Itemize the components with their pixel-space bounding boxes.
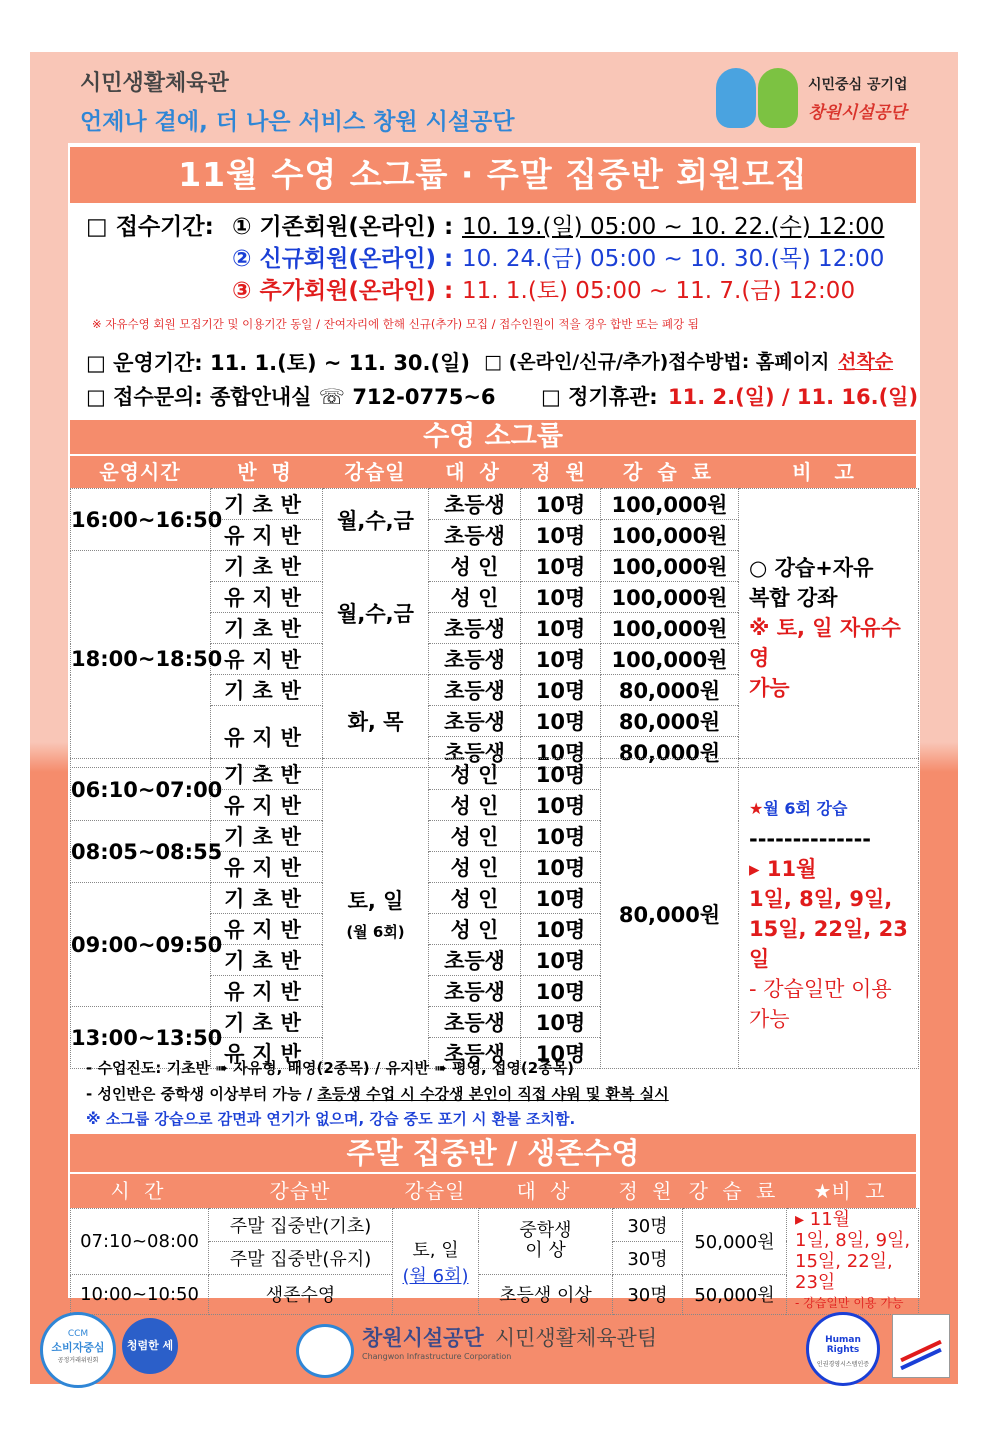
note-line: ※ 토, 일 자유수영 — [749, 616, 901, 670]
header-target: 대 상 — [445, 460, 503, 484]
fee-cell: 100,000원 — [601, 551, 739, 582]
wk-days-cell — [393, 1209, 479, 1315]
class-cell: 기초반 — [211, 1007, 323, 1038]
target-cell: 초등생 — [429, 644, 521, 675]
closed-value: 11. 2.(일) / 11. 16.(일) — [668, 385, 919, 409]
capacity-cell: 10명 — [521, 613, 601, 644]
capacity-cell: 10명 — [521, 551, 601, 582]
wk-header-target: 대 상 — [516, 1179, 574, 1203]
facility-name: 시민생활체육관 — [80, 71, 229, 96]
note-line: - 강습일만 이용 가능 — [795, 1296, 904, 1310]
wk-fee-cell: 50,000원 — [683, 1209, 787, 1275]
fee-cell: 80,000원 — [601, 675, 739, 706]
target-cell: 초등생 — [429, 1038, 521, 1069]
class-cell: 기초반 — [211, 675, 323, 706]
certification-badge-icon — [892, 1314, 950, 1378]
class-cell: 유지반 — [211, 1038, 323, 1069]
note-line: 복합 강좌 — [749, 586, 838, 610]
note-line: 월 6회 강습 — [763, 798, 848, 818]
target-cell: 초등생 — [429, 489, 521, 520]
capacity-cell: 10명 — [521, 520, 601, 551]
wk-time-cell: 10:00~10:50 — [71, 1274, 209, 1314]
target-cell: 성 인 — [429, 790, 521, 821]
note-line: 1일, 8일, 9일, — [749, 886, 893, 911]
target-cell: 초등생 — [429, 945, 521, 976]
ccm-label: 소비자중심 — [51, 1341, 105, 1354]
target-cell: 성 인 — [429, 914, 521, 945]
weekend-days-sub: (월 6회) — [346, 923, 405, 941]
wk-days: 토, 일 — [412, 1239, 459, 1261]
header-time: 운영시간 — [99, 460, 181, 484]
capacity-cell: 10명 — [521, 1038, 601, 1069]
weekend-days: 토, 일 — [347, 889, 404, 913]
table-row — [71, 489, 919, 520]
capacity-cell: 10명 — [521, 821, 601, 852]
registration-r1-label: ① 기존회원(온라인) : — [232, 214, 454, 240]
class-cell: 유지반 — [211, 976, 323, 1007]
class-cell: 유지반 — [211, 644, 323, 675]
wk-class-cell: 생존수영 — [209, 1274, 393, 1314]
capacity-cell: 10명 — [521, 706, 601, 737]
table-row — [71, 1209, 919, 1242]
footer-corp-sub: Changwon Infrastructure Corporation — [362, 1352, 512, 1361]
wk-header-class: 강습반 — [269, 1179, 331, 1203]
ccm-small: CCM — [67, 1329, 89, 1339]
progress-note: - 수업진도: 기초반 ➠ 자유형, 배영(2종목) / 유지반 ➠ 평영, 접영(2종목) — [86, 1059, 575, 1077]
capacity-cell: 10명 — [521, 883, 601, 914]
fee-cell: 80,000원 — [601, 706, 739, 737]
wk-header-note-text: 비 고 — [831, 1179, 889, 1203]
wk-note-cell — [787, 1209, 919, 1315]
target-cell: 성 인 — [429, 582, 521, 613]
time-cell: 08:05~08:55 — [71, 821, 211, 883]
capacity-cell: 10명 — [521, 489, 601, 520]
wk-header-capacity: 정 원 — [618, 1179, 676, 1203]
header-capacity: 정 원 — [531, 460, 589, 484]
note-line: 1일, 8일, 9일, — [795, 1230, 911, 1251]
registration-r2-value: 10. 24.(금) 05:00 ~ 10. 30.(목) 12:00 — [462, 246, 885, 272]
wk-class-cell: 주말 집중반(기초) — [209, 1209, 393, 1242]
slogan: 언제나 곁에, 더 나은 서비스 창원 시설공단 — [80, 109, 515, 135]
note-line: 15일, 22일, 23일 — [749, 916, 908, 971]
capacity-cell: 10명 — [521, 790, 601, 821]
corporation-emblem-icon — [296, 1324, 354, 1378]
target-cell: 성 인 — [429, 551, 521, 582]
weekend-note-cell — [739, 759, 919, 1069]
class-cell: 기초반 — [211, 821, 323, 852]
small-group-weekend-table — [70, 758, 919, 1069]
time-cell: 09:00~09:50 — [71, 883, 211, 1007]
inquiry: □ 접수문의: 종합안내실 ☏ 712-0775~6 — [86, 385, 496, 409]
table-row — [71, 759, 919, 790]
capacity-cell: 10명 — [521, 852, 601, 883]
footer-team-name: 시민생활체육관팀 — [494, 1326, 658, 1350]
human-rights-logo — [806, 1312, 880, 1386]
capacity-cell: 10명 — [521, 737, 601, 768]
capacity-cell: 10명 — [521, 644, 601, 675]
method-label: □ (온라인/신규/추가)접수방법: 홈페이지 — [484, 351, 830, 373]
target-cell: 초등생 — [429, 737, 521, 768]
weekend-fee-cell: 80,000원 — [601, 759, 739, 1069]
target-cell: 성 인 — [429, 883, 521, 914]
weekday-note-cell — [739, 489, 919, 768]
target-cell: 성 인 — [429, 759, 521, 790]
page-title: 11월 수영 소그룹 · 주말 집중반 회원모집 — [70, 147, 916, 203]
class-cell: 유지반 — [211, 790, 323, 821]
note-line: 가능 — [749, 676, 790, 700]
class-cell: 유지반 — [211, 520, 323, 551]
fee-cell: 80,000원 — [601, 737, 739, 768]
operating-period: □ 운영기간: 11. 1.(토) ~ 11. 30.(일) — [86, 351, 471, 375]
capacity-cell: 10명 — [521, 976, 601, 1007]
wk-capacity-cell: 30명 — [613, 1241, 683, 1274]
shower-note-text: 초등생 수업 시 수강생 본인이 직접 샤워 및 환복 실시 — [317, 1085, 669, 1103]
weekend-days-cell — [323, 759, 429, 1069]
wk-target-cell: 중학생 이 상 — [479, 1209, 613, 1275]
time-cell: 18:00~18:50 — [71, 551, 211, 768]
footer-corp-name: 창원시설공단 — [362, 1326, 484, 1350]
capacity-cell: 10명 — [521, 582, 601, 613]
star-icon: ★ — [813, 1179, 832, 1203]
logo-text-bottom: 창원시설공단 — [808, 103, 907, 123]
weekend-note-title — [739, 794, 918, 824]
star-icon: ★ — [749, 798, 764, 818]
adult-note-text: - 성인반은 중학생 이상부터 가능 / — [86, 1085, 318, 1103]
class-cell: 기초반 — [211, 945, 323, 976]
class-cell: 기초반 — [211, 883, 323, 914]
class-cell: 기초반 — [211, 551, 323, 582]
target-cell: 초등생 — [429, 520, 521, 551]
small-group-title: 수영 소그룹 — [70, 420, 916, 454]
closed-label: □ 정기휴관: — [541, 385, 658, 409]
wk-capacity-cell: 30명 — [613, 1274, 683, 1314]
time-cell: 16:00~16:50 — [71, 489, 211, 551]
note-line: ○ 강습+자유 — [749, 556, 874, 580]
corporation-logo — [716, 66, 926, 132]
footer-center-logo — [362, 1322, 657, 1361]
class-cell: 기초반 — [211, 759, 323, 790]
wk-days-sub: (월 6회) — [402, 1265, 469, 1287]
registration-r3-value: 11. 1.(토) 05:00 ~ 11. 7.(금) 12:00 — [462, 278, 856, 304]
mascot-blue-icon — [716, 68, 756, 128]
note-line: -------------- — [749, 826, 872, 851]
wk-capacity-cell: 30명 — [613, 1209, 683, 1242]
small-group-weekday-table — [70, 488, 919, 768]
class-cell: 유지반 — [211, 852, 323, 883]
class-cell: 유지반 — [211, 582, 323, 613]
registration-r1-value: 10. 19.(일) 05:00 ~ 10. 22.(수) 12:00 — [462, 214, 885, 240]
days-cell: 월,수,금 — [323, 551, 429, 675]
human-rights-sub: 인권경영시스템인증 — [816, 1361, 870, 1368]
integrity-logo: 청렴한 세상 — [122, 1318, 178, 1374]
days-cell: 화, 목 — [323, 675, 429, 768]
adult-note — [86, 1083, 669, 1104]
ccm-logo — [40, 1312, 116, 1388]
mascot-green-icon — [758, 68, 798, 128]
wk-header-days: 강습일 — [404, 1179, 466, 1203]
header-class: 반 명 — [237, 460, 295, 484]
weekend-class-table — [70, 1208, 919, 1315]
capacity-cell: 10명 — [521, 945, 601, 976]
wk-class-cell: 주말 집중반(유지) — [209, 1241, 393, 1274]
registration-label: □ 접수기간: — [86, 214, 214, 240]
capacity-cell: 10명 — [521, 914, 601, 945]
method-value: 선착순 — [838, 351, 894, 373]
target-cell: 초등생 — [429, 613, 521, 644]
weekend-class-title: 주말 집중반 / 생존수영 — [70, 1134, 916, 1172]
class-cell: 유지반 — [211, 914, 323, 945]
note-line: ▸ 11월 — [795, 1209, 851, 1230]
header-fee: 강 습 료 — [623, 460, 715, 484]
ccm-sub: 공정거래위원회 — [57, 1357, 99, 1364]
registration-note: ※ 자유수영 회원 모집기간 및 이용기간 동일 / 잔여자리에 한해 신규(추가) 모집 / 접수인원이 적을 경우 합반 또는 폐강 됨 — [92, 317, 699, 331]
target-cell: 초등생 — [429, 1007, 521, 1038]
capacity-cell: 10명 — [521, 1007, 601, 1038]
target-cell: 초등생 — [429, 706, 521, 737]
registration-r2-label: ② 신규회원(온라인) : — [232, 246, 454, 272]
human-rights-label: Human Rights — [825, 1335, 861, 1355]
wk-header-fee: 강 습 료 — [688, 1179, 780, 1203]
class-cell: 기초반 — [211, 489, 323, 520]
target-cell: 초등생 — [429, 675, 521, 706]
fee-cell: 100,000원 — [601, 644, 739, 675]
class-cell: 유지반 — [211, 706, 323, 768]
time-cell: 06:10~07:00 — [71, 759, 211, 821]
target-cell: 초등생 — [429, 976, 521, 1007]
registration-r3-label: ③ 추가회원(온라인) : — [232, 278, 454, 304]
fee-cell: 100,000원 — [601, 613, 739, 644]
wk-fee-cell: 50,000원 — [683, 1274, 787, 1314]
capacity-cell: 10명 — [521, 759, 601, 790]
fee-cell: 100,000원 — [601, 582, 739, 613]
note-line: ▸ 11월 — [749, 856, 817, 881]
days-cell: 월,수,금 — [323, 489, 429, 551]
fee-cell: 100,000원 — [601, 520, 739, 551]
logo-text-top: 시민중심 공기업 — [808, 77, 908, 93]
wk-header-time: 시 간 — [110, 1179, 168, 1203]
wk-target-cell: 초등생 이상 — [479, 1274, 613, 1314]
header-note: 비 고 — [792, 460, 862, 484]
wk-time-cell: 07:10~08:00 — [71, 1209, 209, 1275]
target-cell: 성 인 — [429, 821, 521, 852]
wk-header-note — [786, 1176, 916, 1206]
note-line: 15일, 22일, 23일 — [795, 1251, 893, 1293]
target-cell: 성 인 — [429, 852, 521, 883]
time-cell: 13:00~13:50 — [71, 1007, 211, 1069]
capacity-cell: 10명 — [521, 675, 601, 706]
fee-cell: 100,000원 — [601, 489, 739, 520]
note-line: - 강습일만 이용 가능 — [749, 976, 892, 1031]
header-days: 강습일 — [344, 460, 406, 484]
refund-note: ※ 소그룹 강습으로 감면과 연기가 없으며, 강습 중도 포기 시 환불 조치함. — [86, 1110, 576, 1128]
class-cell: 기초반 — [211, 613, 323, 644]
